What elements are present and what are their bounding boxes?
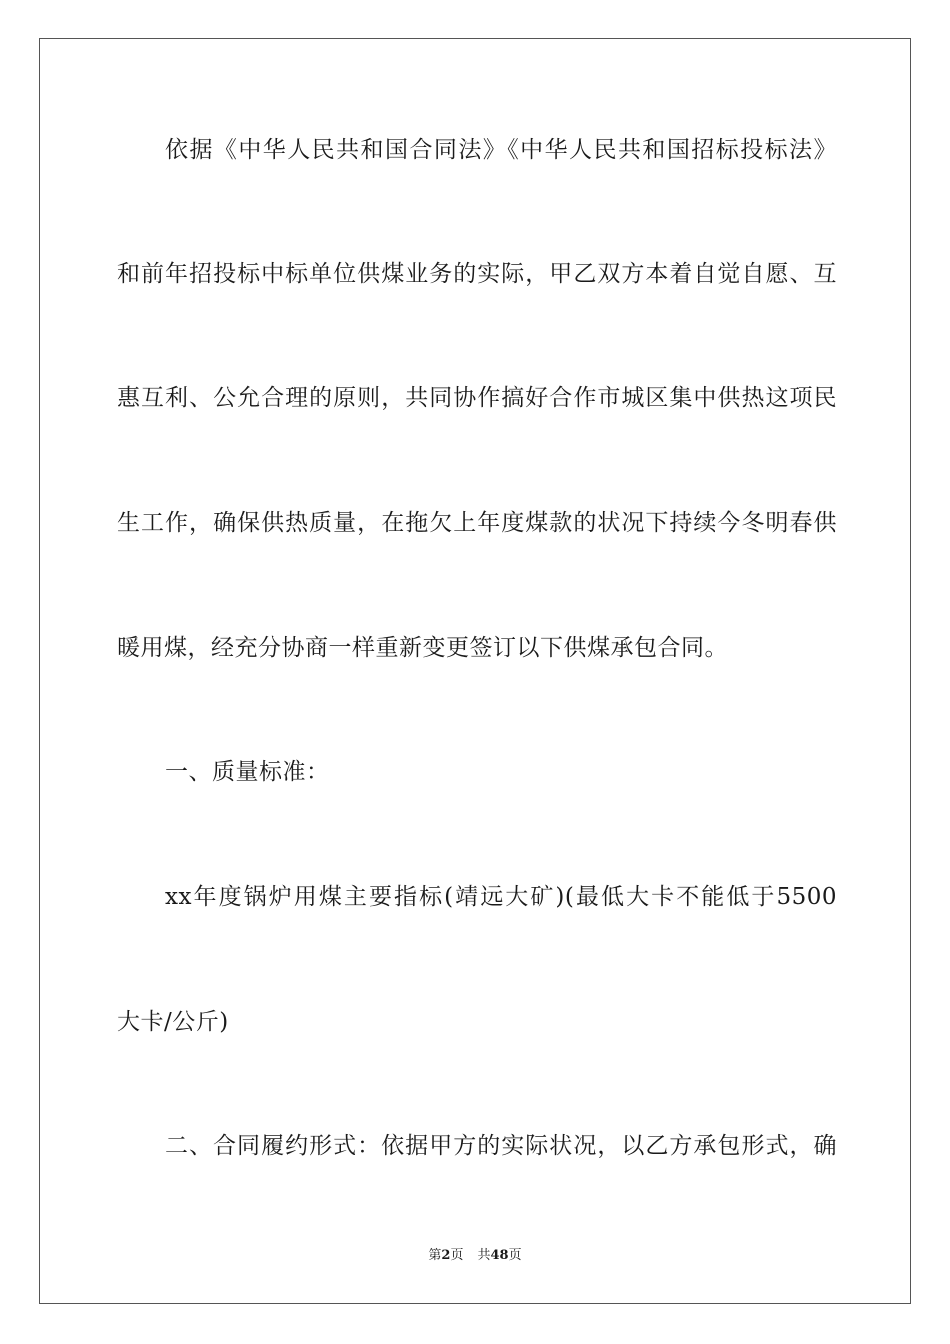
paragraph-line-3: 惠互利、公允合理的原则，共同协作搞好合作市城区集中供热这项民	[117, 385, 837, 411]
paragraph-line-5: 暖用煤，经充分协商一样重新变更签订以下供煤承包合同。	[117, 635, 728, 661]
footer-total-prefix: 共	[477, 1248, 491, 1263]
footer-page-suffix: 页	[450, 1248, 464, 1263]
paragraph-line-7: xx年度锅炉用煤主要指标(靖远大矿)(最低大卡不能低于5500	[165, 884, 837, 910]
paragraph-line-8: 大卡/公斤)	[117, 1009, 229, 1035]
footer-total-pages: 48	[490, 1248, 509, 1263]
paragraph-line-2: 和前年招投标中标单位供煤业务的实际，甲乙双方本着自觉自愿、互	[117, 261, 837, 287]
paragraph-line-4: 生工作，确保供热质量，在拖欠上年度煤款的状况下持续今冬明春供	[117, 510, 837, 536]
footer-page-number: 2	[441, 1248, 451, 1263]
page-footer	[0, 1247, 950, 1265]
footer-page-prefix: 第	[428, 1248, 442, 1263]
paragraph-line-1: 依据《中华人民共和国合同法》《中华人民共和国招标投标法》	[165, 137, 837, 163]
section-heading-quality: 一、质量标准：	[165, 759, 330, 785]
page-border	[39, 38, 911, 1304]
section-heading-contract-form: 二、合同履约形式：依据甲方的实际状况，以乙方承包形式，确	[165, 1133, 837, 1159]
footer-total-suffix: 页	[508, 1248, 522, 1263]
